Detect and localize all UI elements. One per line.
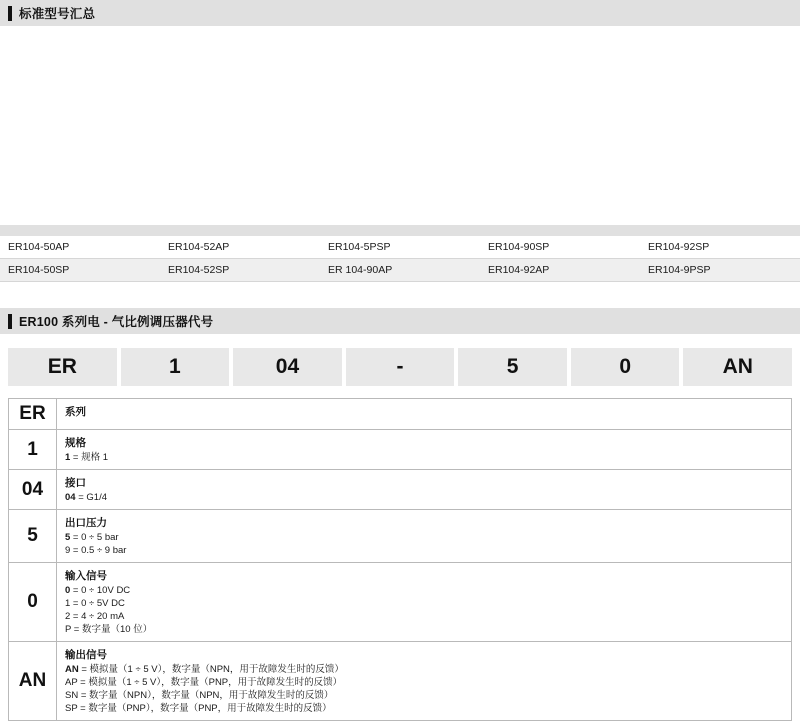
legend-code: 1 [9, 430, 57, 469]
table-row [0, 259, 800, 282]
table-cell: ER104-52SP [160, 259, 320, 282]
table-cell: ER104-52AP [160, 236, 320, 259]
header-accent-bar [8, 314, 12, 329]
table-cell: ER104-50SP [0, 259, 160, 282]
code-section-title: ER100 系列电 - 气比例调压器代号 [19, 315, 214, 329]
legend-body [57, 399, 791, 429]
code-box-output-signal: AN [683, 348, 792, 386]
model-summary-table [0, 225, 800, 282]
legend-line: 5 = 0 ÷ 5 bar [65, 532, 119, 543]
legend-line: SP = 数字量（PNP），数字量（PNP，用于故障发生时的反馈） [65, 703, 332, 714]
legend-row-outlet-pressure [9, 510, 791, 563]
legend-line: 1 = 0 ÷ 5V DC [65, 598, 125, 609]
legend-title: 规格 [65, 437, 86, 449]
legend-lines [65, 584, 791, 636]
legend-line: 04 = G1/4 [65, 492, 108, 503]
legend-row-input-signal [9, 563, 791, 642]
legend-title: 出口压力 [65, 517, 107, 529]
model-code-boxes [0, 348, 800, 386]
table-cell: ER104-9PSP [640, 259, 800, 282]
legend-line: AN = 模拟量（1 ÷ 5 V），数字量（NPN，用于故障发生时的反馈） [65, 664, 344, 675]
legend-row-series [9, 399, 791, 430]
header-accent-bar [8, 6, 12, 21]
legend-line: 9 = 0.5 ÷ 9 bar [65, 545, 127, 556]
code-box-separator: - [346, 348, 455, 386]
legend-code: ER [9, 399, 57, 429]
legend-line: SN = 数字量（NPN），数字量（NPN，用于故障发生时的反馈） [65, 690, 334, 701]
legend-line: P = 数字量（10 位） [65, 624, 153, 635]
summary-section-header [0, 0, 800, 26]
legend-line: 1 = 规格 1 [65, 452, 109, 463]
legend-body [57, 430, 791, 469]
legend-line: 2 = 4 ÷ 20 mA [65, 611, 125, 622]
legend-body [57, 642, 791, 720]
legend-code: AN [9, 642, 57, 720]
legend-title: 接口 [65, 477, 86, 489]
code-box-series: ER [8, 348, 117, 386]
legend-body [57, 470, 791, 509]
legend-title: 系列 [65, 406, 86, 418]
table-cell: ER 104-90AP [320, 259, 480, 282]
code-box-input-signal: 0 [571, 348, 680, 386]
table-cell: ER104-5PSP [320, 236, 480, 259]
legend-code: 0 [9, 563, 57, 641]
legend-title: 输出信号 [65, 649, 107, 661]
legend-lines [65, 491, 791, 504]
legend-body [57, 510, 791, 562]
legend-lines [65, 663, 791, 715]
legend-row-port [9, 470, 791, 510]
table-cell: ER104-92AP [480, 259, 640, 282]
legend-row-output-signal [9, 642, 791, 721]
legend-body [57, 563, 791, 641]
legend-row-size [9, 430, 791, 470]
legend-lines [65, 531, 791, 557]
diagram-placeholder-area [0, 26, 800, 225]
code-box-port: 04 [233, 348, 342, 386]
code-box-size: 1 [121, 348, 230, 386]
code-box-outlet-pressure: 5 [458, 348, 567, 386]
table-cell: ER104-92SP [640, 236, 800, 259]
code-legend-table [8, 398, 792, 721]
legend-code: 5 [9, 510, 57, 562]
legend-code: 04 [9, 470, 57, 509]
table-row [0, 236, 800, 259]
code-section-header [0, 308, 800, 334]
summary-section-title: 标准型号汇总 [19, 7, 96, 21]
legend-title: 输入信号 [65, 570, 107, 582]
legend-lines [65, 451, 791, 464]
legend-line: 0 = 0 ÷ 10V DC [65, 585, 131, 596]
table-cell: ER104-50AP [0, 236, 160, 259]
table-cell: ER104-90SP [480, 236, 640, 259]
legend-line: AP = 模拟量（1 ÷ 5 V），数字量（PNP，用于故障发生时的反馈） [65, 677, 343, 688]
table-head-strip [0, 225, 800, 236]
